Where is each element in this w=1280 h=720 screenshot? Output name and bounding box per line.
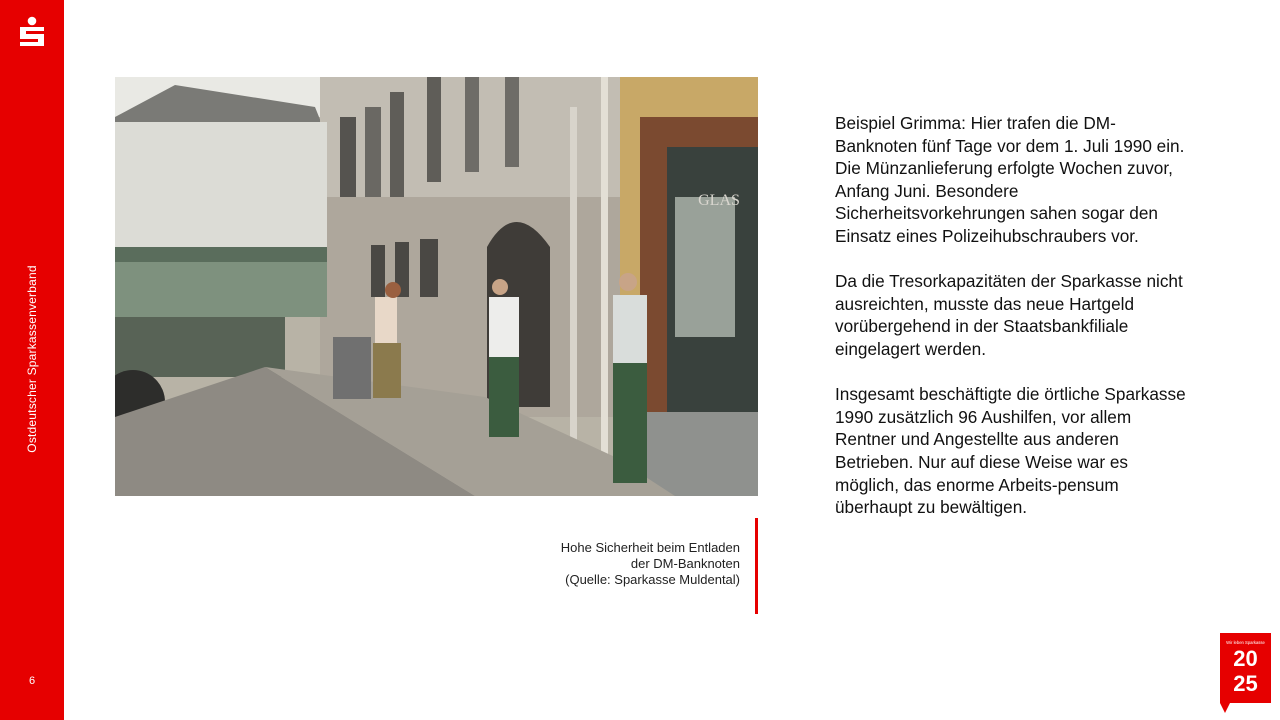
historical-photo	[115, 77, 758, 496]
badge-small-text: Wir leben Sparkasse	[1226, 640, 1265, 645]
photo-caption	[561, 540, 740, 588]
paragraph-3: Insgesamt beschäftigte die örtliche Sparkasse 1990 zusätzlich 96 Aushilfen, vor allem Rentner und Angestellte aus anderen Betrieben. Nur auf diese Weise war es möglich, das enorme Arbeits-pensum überhaupt zu bewältigen.	[835, 384, 1186, 518]
anniversary-badge-2025	[1220, 633, 1271, 713]
paragraph-2: Da die Tresorkapazitäten der Sparkasse nicht ausreichten, musste das neue Hartgeld vorübergehend in der Staatsbankfiliale eingelagert werden.	[835, 271, 1183, 359]
caption-accent-bar	[755, 518, 758, 614]
badge-year-bottom: 25	[1233, 671, 1258, 696]
organization-label: Ostdeutscher Sparkassenverband	[25, 265, 39, 453]
caption-line-2: der DM-Banknoten	[630, 556, 740, 571]
page-number: 6	[28, 675, 36, 687]
paragraph-1: Beispiel Grimma: Hier trafen die DM-Banknoten fünf Tage vor dem 1. Juli 1990 ein. Die Münzanlieferung erfolgte Wochen zuvor, Anfang Juni. Besondere Sicherheitsvorkehrungen sahen sogar den Einsatz eines Polizeihubschraubers vor.	[835, 113, 1185, 246]
storefront-sign: GLAS	[698, 192, 740, 209]
sparkasse-logo-icon	[19, 16, 45, 50]
badge-year-top: 20	[1233, 646, 1258, 671]
sidebar	[0, 0, 64, 720]
caption-line-1: Hohe Sicherheit beim Entladen	[560, 540, 740, 555]
caption-line-3: (Quelle: Sparkasse Muldental)	[565, 572, 740, 587]
body-text	[835, 112, 1195, 541]
